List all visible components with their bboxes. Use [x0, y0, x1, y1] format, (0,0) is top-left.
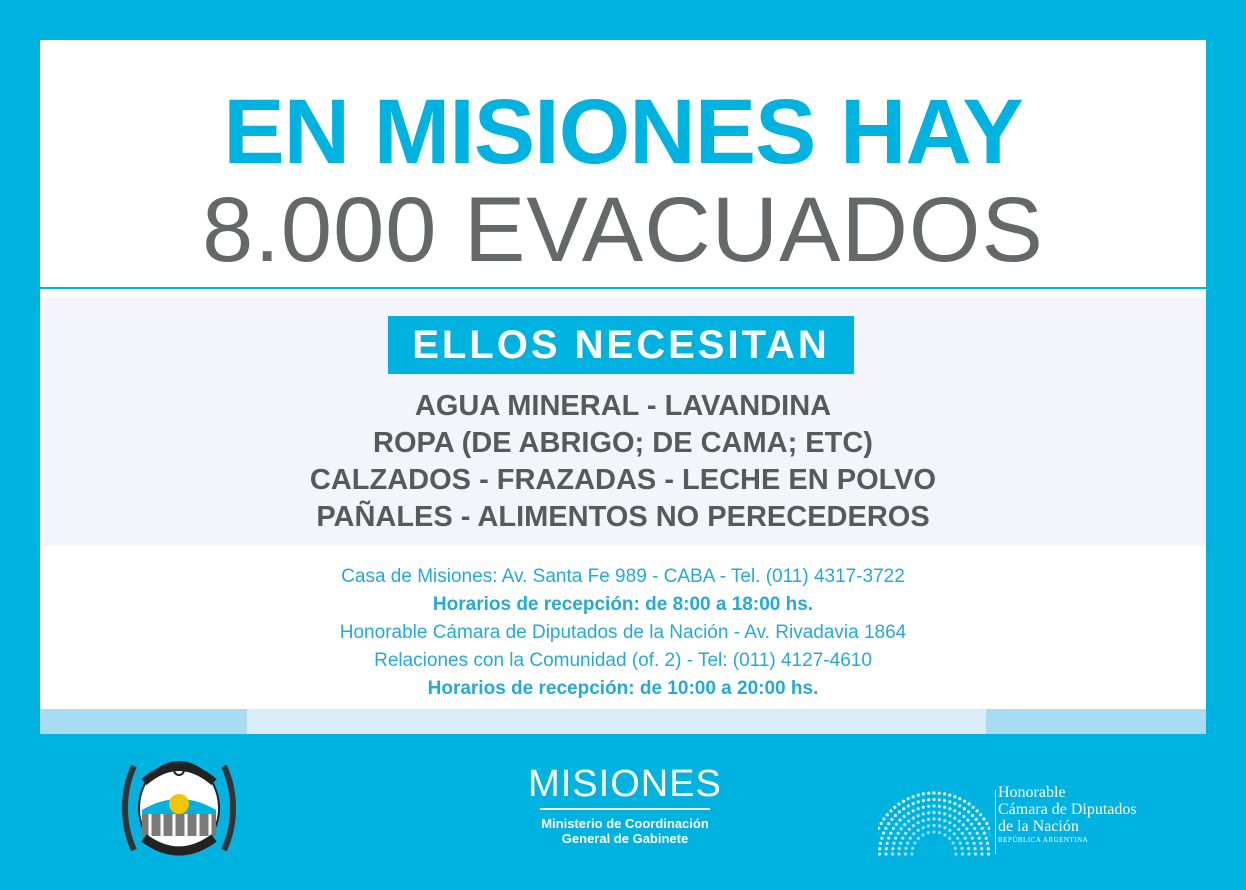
contact-hours-1: Horarios de recepción: de 8:00 a 18:00 hs.: [432, 594, 814, 615]
needs-item: PAÑALES - ALIMENTOS NO PERECEDEROS: [316, 501, 930, 533]
headline: [40, 81, 1206, 281]
contact-hours-2: Horarios de recepción: de 10:00 a 20:00 hs.: [427, 678, 819, 699]
provincia-de-misiones-seal-icon: [120, 752, 238, 864]
contact-info: [40, 563, 1206, 703]
hcdn-text: [998, 784, 1137, 845]
headline-line-1: EN MISIONES HAY: [223, 81, 1023, 183]
ministry-line-1: Ministerio de Coordinación: [541, 816, 709, 831]
misiones-underline: [540, 808, 710, 810]
misiones-wordmark: MISIONES: [528, 763, 722, 805]
poster-panel: [40, 40, 1206, 734]
hcdn-line-1: Honorable: [998, 784, 1066, 801]
hcdn-logo: [878, 778, 1178, 858]
headline-line-2: 8.000 EVACUADOS: [202, 179, 1044, 281]
needs-item: ROPA (DE ABRIGO; DE CAMA; ETC): [373, 427, 873, 459]
ministry-line-2: General de Gabinete: [561, 831, 689, 846]
hcdn-line-3: de la Nación: [998, 818, 1079, 835]
needs-title: ELLOS NECESITAN: [388, 316, 854, 374]
misiones-ministry-logo: [520, 762, 730, 862]
hcdn-line-2: Cámara de Diputados: [998, 801, 1137, 818]
hemicycle-icon: [878, 778, 990, 858]
needs-item: AGUA MINERAL - LAVANDINA: [414, 390, 832, 422]
panel-bottom-bar-center: [247, 709, 986, 734]
panel-bottom-bar: [40, 709, 1206, 734]
contact-hcdn-address: Honorable Cámara de Diputados de la Nación - Av. Rivadavia 1864: [339, 622, 907, 643]
headline-divider: [40, 287, 1206, 289]
hcdn-divider: [995, 790, 996, 854]
hcdn-line-4: REPÚBLICA ARGENTINA: [998, 836, 1089, 844]
needs-item: CALZADOS - FRAZADAS - LECHE EN POLVO: [309, 464, 937, 496]
needs-list: [40, 388, 1206, 536]
contact-casa-misiones: Casa de Misiones: Av. Santa Fe 989 - CABA - Tel. (011) 4317-3722: [341, 566, 905, 587]
contact-relaciones: Relaciones con la Comunidad (of. 2) - Tel: (011) 4127-4610: [374, 650, 872, 671]
